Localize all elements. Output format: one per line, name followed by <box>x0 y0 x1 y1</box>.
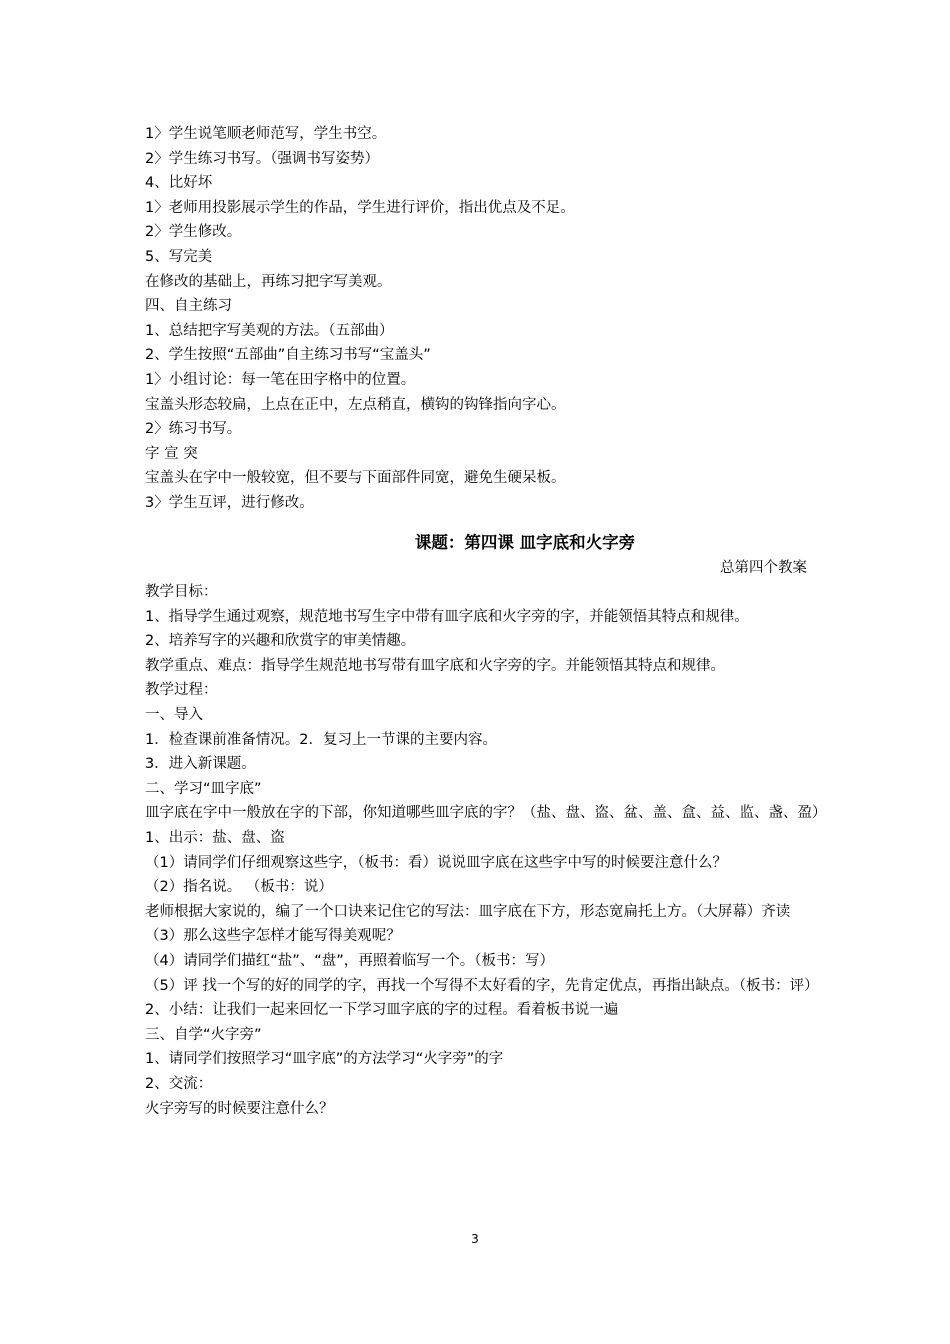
text-line: 1〉老师用投影展示学生的作品，学生进行评价，指出优点及不足。 <box>145 199 575 216</box>
text-line: 一、导入 <box>145 707 203 724</box>
text-line: 2〉学生练习书写。（强调书写姿势） <box>145 150 379 167</box>
text-line: （4）请同学们描红“盐”、“盘”，再照着临写一个。（板书：写） <box>145 953 555 969</box>
text-line: 二、学习“皿字底” <box>145 780 262 797</box>
text-line: 1、请同学们按照学习“皿字底”的方法学习“火字旁”的字 <box>145 1051 504 1068</box>
text-line: 教学重点、难点：指导学生规范地书写带有皿字底和火字旁的字。并能领悟其特点和规律。 <box>145 657 725 674</box>
text-line: 1〉小组讨论：每一笔在田字格中的位置。 <box>145 371 416 388</box>
text-line: 火字旁写的时候要注意什么？ <box>145 1100 334 1117</box>
text-line: 3〉学生互评，进行修改。 <box>145 494 314 511</box>
text-line: 在修改的基础上，再练习把字写美观。 <box>145 273 392 290</box>
text-paragraph: 皿字底在字中一般放在字的下部，你知道哪些皿字底的字？（盐、盘、盗、盆、盖、盒、益、监、盏、盈） <box>145 805 827 822</box>
text-line: 字 宣 突 <box>145 445 198 462</box>
text-line: （3）那么这些字怎样才能写得美观呢？ <box>145 928 401 945</box>
text-line: 1、指导学生通过观察，规范地书写生字中带有皿字底和火字旁的字，并能领悟其特点和规律。 <box>145 608 749 625</box>
text-line: 2〉学生修改。 <box>145 224 242 241</box>
text-line: 5、写完美 <box>145 248 213 265</box>
text-line: 宝盖头在字中一般较宽，但不要与下面部件同宽，避免生硬呆板。 <box>145 470 566 487</box>
text-line: （1）请同学们仔细观察这些字，（板书：看）说说皿字底在这些字中写的时候要注意什么？ <box>145 854 727 871</box>
lesson-number: 总第四个教案 <box>720 559 807 576</box>
text-line: 3．进入新课题。 <box>145 756 256 773</box>
text-line: 三、自学“火字旁” <box>145 1026 262 1043</box>
text-line: 1、出示：盐、盘、盗 <box>145 830 285 847</box>
text-line: 2、交流： <box>145 1075 213 1092</box>
text-line: 2、培养写字的兴趣和欣赏字的审美情趣。 <box>145 633 416 650</box>
text-line: 2〉练习书写。 <box>145 421 242 438</box>
text-line: 2、学生按照“五部曲”自主练习书写“宝盖头” <box>145 347 431 364</box>
text-line: 1〉学生说笔顺老师范写，学生书空。 <box>145 126 387 142</box>
text-paragraph: （5）评 找一个写的好的同学的字，再找一个写得不太好看的字，先肯定优点，再指出缺点。（板书：评） <box>145 977 819 994</box>
page-content <box>145 122 825 1121</box>
text-line: 四、自主练习 <box>145 298 232 315</box>
text-line: 1、总结把字写美观的方法。（五部曲） <box>145 322 394 339</box>
text-line: 4、比好坏 <box>145 175 213 192</box>
text-line: 宝盖头形态较扁，上点在正中，左点稍直，横钩的钩锋指向字心。 <box>145 396 566 413</box>
text-line: 教学过程： <box>145 682 218 699</box>
text-paragraph: 老师根据大家说的，编了一个口诀来记住它的写法：皿字底在下方，形态宽扁托上方。（大屏幕）齐读 <box>145 903 791 920</box>
text-line: 1．检查课前准备情况。2．复习上一节课的主要内容。 <box>145 731 497 748</box>
text-line: 教学目标： <box>145 584 218 601</box>
text-line: （2）指名说。 （板书：说） <box>145 879 333 896</box>
lesson-title: 课题：第四课 皿字底和火字旁 <box>414 532 636 552</box>
text-line: 2、小结：让我们一起来回忆一下学习皿字底的字的过程。看着板书说一遍 <box>145 1002 619 1019</box>
page-number: 3 <box>471 1232 479 1246</box>
